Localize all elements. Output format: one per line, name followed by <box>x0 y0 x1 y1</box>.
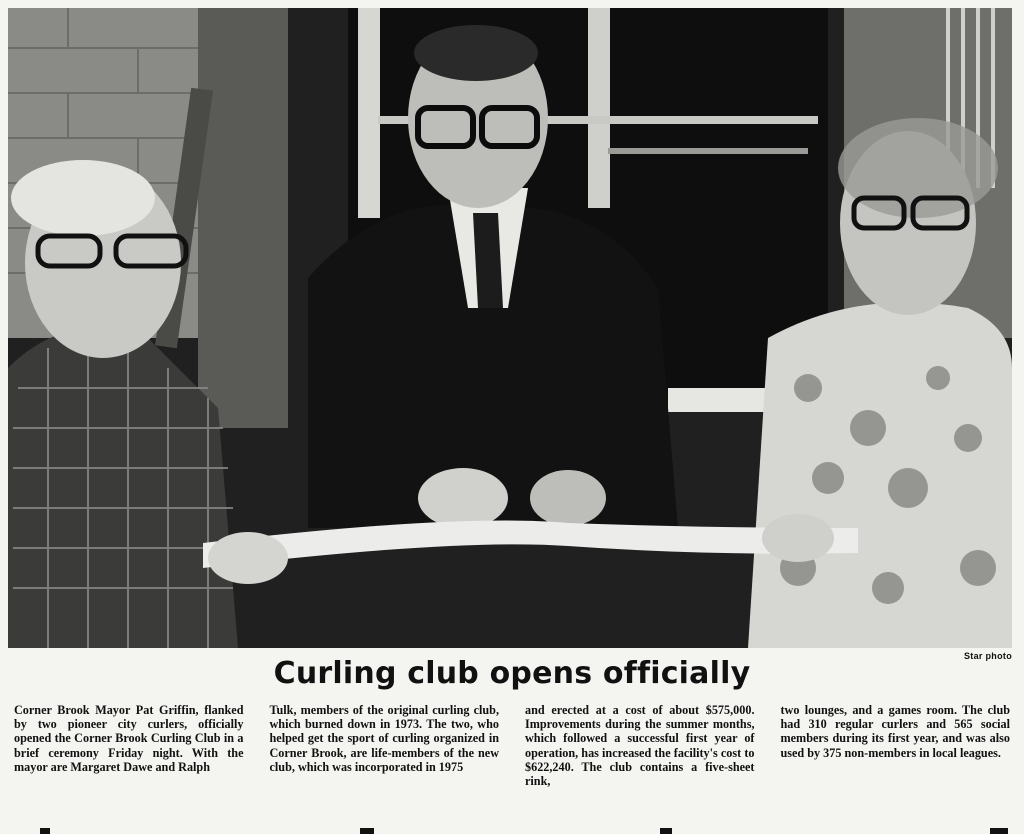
article-column-3: and erected at a cost of about $575,000. Improvements during the summer months, which followed a successful first year of operation, has increased the facility's cost to $622,240. The club contains a five-sheet rink, <box>525 703 755 789</box>
headline: Curling club opens officially <box>273 656 751 691</box>
article-column-1: Corner Brook Mayor Pat Griffin, flanked by two pioneer city curlers, officially opened the Corner Brook Curling Club in a brief ceremony Friday night. With the mayor are Margaret Dawe and Ralph <box>14 703 244 774</box>
cropped-next-headline <box>0 820 1024 834</box>
news-photo <box>8 8 1012 648</box>
article-body <box>14 703 1010 813</box>
article-column-2: Tulk, members of the original curling club, which burned down in 1973. The two, who helped get the sport of curling organized in Corner Brook, are life-members of the new club, which was incorporated in 1975 <box>269 703 499 774</box>
article-column-4: two lounges, and a games room. The club had 310 regular curlers and 565 social members during its first year, and was also used by 375 non-members in local leagues. <box>780 703 1010 760</box>
photo-credit: Star photo <box>964 651 1012 661</box>
ribbon-cutting-photo <box>8 8 1012 648</box>
